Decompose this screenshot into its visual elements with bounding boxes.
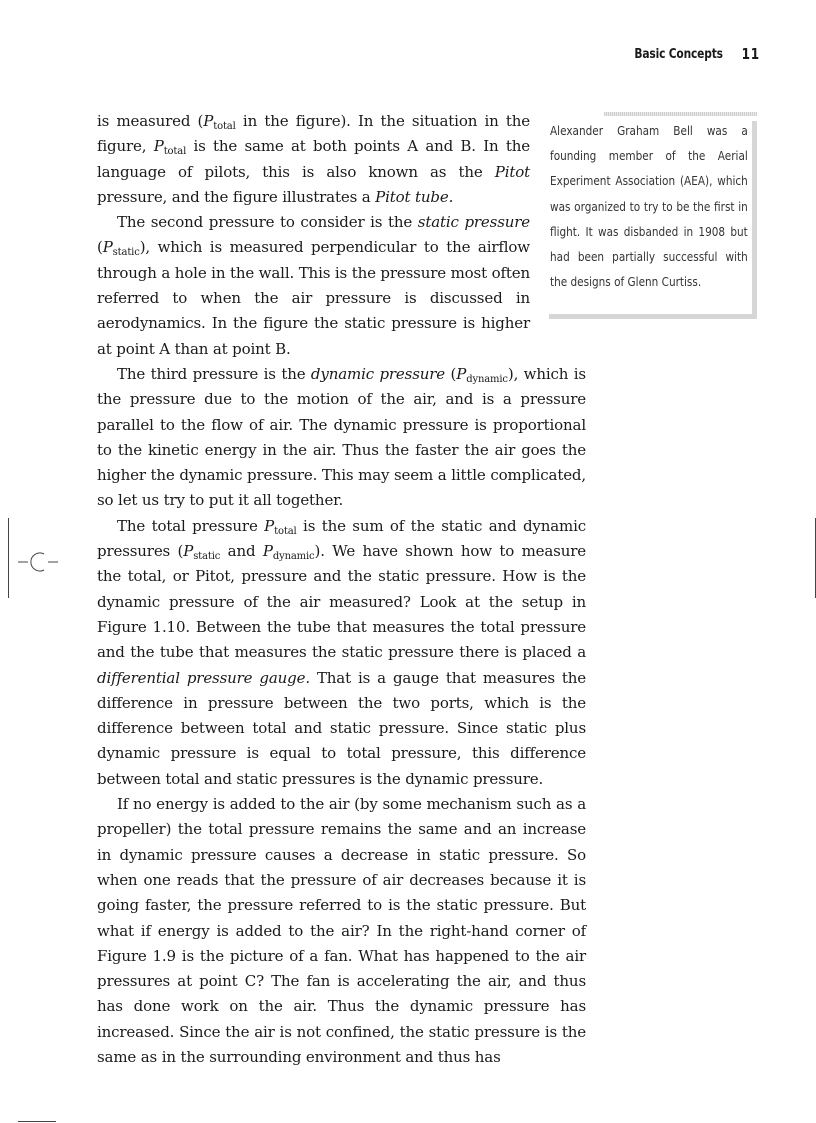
section-title: Basic Concepts — [634, 46, 724, 62]
registration-mark-icon — [18, 548, 58, 578]
paragraph-3: The third pressure is the dynamic pressure $(P_{dynamic})$, which is the pressure due to the motion of the air, and is a pressure parallel to the flow of air. The dynamic pressure is proportional to the kinetic energy in the air. Thus the faster the air goes the higher the dynamic pressure. This may seem a little complicated, so let us try to put it all together. — [97, 364, 586, 510]
sidebar-note-text: Alexander Graham Bell was a founding member of the Aerial Experiment Association (AEA), which was organized to try to be the first in flight. It was disbanded in 1908 but had been partially successful with the designs of Glenn Curtiss. — [550, 124, 748, 290]
crop-mark-bottom — [18, 1121, 56, 1122]
running-header — [560, 40, 760, 68]
body-text — [97, 109, 586, 1070]
page-number: 11 — [741, 45, 760, 63]
paragraph-1: is measured ($P_{total}$ in the figure). In the situation in the figure, $P_{total}$ is the same at both points A and B. In the language of pilots, this is also known as the Pitot pressure, and the figure illustrates a Pitot tube. — [97, 112, 531, 206]
paragraph-5: If no energy is added to the air (by some mechanism such as a propeller) the total pressure remains the same and an increase in dynamic pressure causes a decrease in static pressure. So when one reads that the pressure of air decreases because it is going faster, the pressure referred to is the static pressure. But what if energy is added to the air? In the right-hand corner of Figure 1.9 is the picture of a fan. What has happened to the air pressures at point C? The fan is accelerating the air, and thus has done work on the air. Thus the dynamic pressure has increased. Since the air is not confined, the static pressure is the same as in the surrounding environment and thus has — [97, 795, 586, 1066]
paragraph-2: The second pressure to consider is the static pressure $(P_{static})$, which is measured perpendicular to the airflow through a hole in the wall. This is the pressure most often referred to when the air pressure is discussed in aerodynamics. In the figure the static pressure is higher at point A than at point B. — [97, 213, 530, 358]
crop-mark-left — [8, 518, 9, 598]
paragraph-4: The total pressure $P_{total}$ is the sum of the static and dynamic pressures ($P_{static}$ and $P_{dynamic}$). We have shown how to measure the total, or Pitot, pressure and the static pressure. How is the dynamic pressure of the air measured? Look at the setup in Figure 1.10. Between the tube that measures the total pressure and the tube that measures the static pressure there is placed a differential pressure gauge. That is a gauge that measures the difference in pressure between the two ports, which is the difference between total and static pressure. Since static plus dynamic pressure is equal to total pressure, this difference between total and static pressures is the dynamic pressure. — [97, 516, 587, 788]
narrow-column — [97, 109, 530, 362]
